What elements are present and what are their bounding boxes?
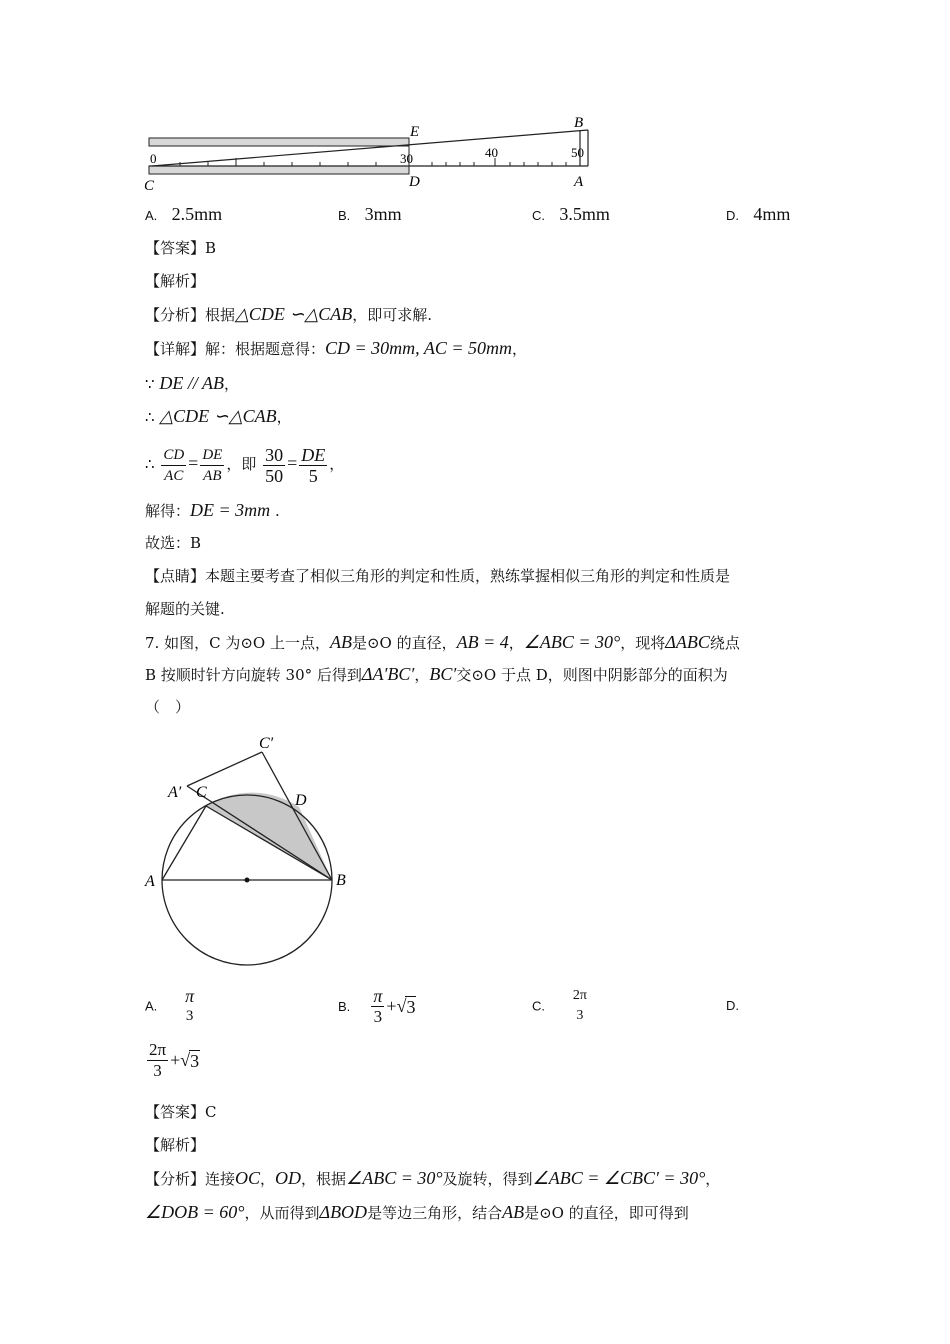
point-label-cprime: C′ bbox=[259, 735, 274, 752]
fraction-de-ab bbox=[200, 445, 224, 486]
q6-analysis bbox=[145, 302, 432, 327]
point-label-e: E bbox=[410, 124, 420, 140]
analysis-text: 是等边三角形，结合 bbox=[367, 1204, 503, 1222]
sqrt-radicand: 3 bbox=[190, 1050, 200, 1071]
analysis-text: ， bbox=[705, 1170, 721, 1188]
analysis-text: 及旋转，得到 bbox=[442, 1170, 533, 1188]
q6-choose: 故选：B bbox=[145, 534, 202, 552]
therefore2-tail: ， bbox=[329, 455, 345, 473]
q7-option-b[interactable]: B. $\frac{\pi}{3}$ +√3 bbox=[338, 986, 416, 1026]
q7-answer: 【答案】C bbox=[145, 1103, 217, 1121]
detail-math: CD = 30mm, AC = 50mm bbox=[325, 338, 512, 358]
analysis-math: △CDE ∽△CAB bbox=[235, 304, 353, 324]
because-symbol: ∵ bbox=[145, 375, 155, 393]
q7-analysis-1 bbox=[145, 1166, 720, 1191]
option-fraction bbox=[183, 986, 196, 1026]
q7-option-d-label[interactable] bbox=[726, 996, 739, 1014]
q7-stem-1 bbox=[145, 630, 740, 655]
line-cb bbox=[152, 130, 588, 166]
stem-text: ， bbox=[508, 634, 524, 652]
fraction-den: 3 bbox=[153, 1061, 162, 1080]
fraction-num: 2π bbox=[149, 1040, 167, 1059]
fraction-30-50 bbox=[263, 445, 285, 486]
therefore-math: △CDE ∽△CAB bbox=[159, 406, 277, 426]
stem-math: BC′ bbox=[429, 664, 457, 684]
option-fraction bbox=[147, 1040, 168, 1081]
stem-text: B 按顺时针方向旋转 30° 后得到 bbox=[145, 666, 362, 684]
point-label-b: B bbox=[336, 872, 346, 889]
point-label-d: D bbox=[409, 174, 420, 190]
fraction-de-5 bbox=[299, 445, 327, 486]
option-text: 2.5mm bbox=[171, 204, 223, 224]
segment-apcp bbox=[187, 752, 262, 786]
q7-option-c[interactable] bbox=[532, 986, 591, 1026]
tick-label-30: 30 bbox=[400, 151, 413, 166]
stem-math: AB bbox=[329, 632, 352, 652]
q6-comment-2: 解题的关键. bbox=[145, 600, 225, 618]
q7-analysis-2 bbox=[145, 1200, 689, 1225]
lower-ruler-bar bbox=[149, 166, 409, 174]
option-label: C. bbox=[532, 208, 545, 223]
segment-ac bbox=[162, 806, 206, 880]
point-label-d: D bbox=[295, 792, 307, 809]
fraction-num: 30 bbox=[265, 444, 284, 465]
fraction-den: 3 bbox=[576, 1008, 584, 1023]
analysis-text: ， bbox=[260, 1170, 276, 1188]
stem-text: 是⊙O 的直径， bbox=[351, 634, 457, 652]
analysis-math: ∠DOB = 60° bbox=[145, 1202, 245, 1222]
sqrt-radicand: 3 bbox=[406, 996, 416, 1017]
analysis-text: ，从而得到 bbox=[244, 1204, 320, 1222]
stem-math: ΔABC bbox=[665, 632, 710, 652]
fraction-den: 3 bbox=[185, 1008, 194, 1024]
upper-ruler-bar bbox=[149, 138, 409, 146]
analysis-text: ，根据 bbox=[301, 1170, 347, 1188]
solve-tail: . bbox=[274, 502, 280, 520]
analysis-text: 【分析】连接 bbox=[145, 1170, 236, 1188]
analysis-text: 是⊙O 的直径，即可得到 bbox=[524, 1204, 689, 1222]
tick-label-40: 40 bbox=[485, 145, 498, 160]
detail-tail: ， bbox=[512, 340, 528, 358]
therefore-symbol: ∴ bbox=[145, 408, 155, 426]
q7-option-a[interactable] bbox=[145, 986, 198, 1026]
ruler-figure bbox=[140, 110, 600, 195]
q6-jiexi: 【解析】 bbox=[145, 272, 206, 290]
stem-math: ΔA′BC′ bbox=[361, 664, 415, 684]
q7-stem-3: （ ） bbox=[145, 698, 191, 716]
stem-math: ∠ABC = 30° bbox=[523, 632, 621, 652]
point-label-a: A bbox=[574, 174, 584, 190]
analysis-head: 【分析】根据 bbox=[145, 306, 236, 324]
stem-text: 绕点 bbox=[709, 634, 740, 652]
q6-therefore-1 bbox=[145, 404, 292, 429]
q6-therefore-2: ∴ $\frac{CD}{AC}$ = $\frac{DE}{AB}$ ，即 $\frac{30}{50}$ = $\frac{DE}{5}$ ， bbox=[145, 444, 345, 486]
shaded-region bbox=[206, 793, 332, 880]
because-math: DE // AB bbox=[159, 373, 224, 393]
fraction-num: π bbox=[185, 986, 195, 1006]
analysis-math: ΔBOD bbox=[319, 1202, 368, 1222]
q6-solve bbox=[145, 498, 280, 523]
therefore-tail: ， bbox=[276, 408, 292, 426]
q6-detail bbox=[145, 336, 527, 361]
option-label: D. bbox=[726, 998, 739, 1013]
q6-comment-1: 【点睛】本题主要考查了相似三角形的判定和性质，熟练掌握相似三角形的判定和性质是 bbox=[145, 567, 731, 585]
q7-stem-2 bbox=[145, 662, 728, 687]
option-text: 3mm bbox=[364, 204, 402, 224]
point-label-c: C bbox=[196, 784, 207, 801]
analysis-math: AB bbox=[502, 1202, 525, 1222]
option-label: B. bbox=[338, 208, 351, 223]
q6-because bbox=[145, 371, 239, 396]
analysis-tail: ，即可求解. bbox=[352, 306, 433, 324]
q6-option-c[interactable] bbox=[532, 204, 610, 225]
analysis-math: OC bbox=[235, 1168, 261, 1188]
fraction-num: DE bbox=[301, 444, 326, 465]
option-label: B. bbox=[338, 999, 351, 1014]
fraction-num: π bbox=[373, 986, 383, 1006]
stem-text: ， bbox=[414, 666, 430, 684]
option-label: C. bbox=[532, 998, 545, 1014]
therefore-symbol: ∴ bbox=[145, 455, 155, 473]
option-text: 4mm bbox=[753, 204, 791, 224]
tick-label-0: 0 bbox=[150, 151, 157, 166]
point-label-c: C bbox=[144, 178, 155, 194]
fraction-den: 3 bbox=[373, 1007, 383, 1026]
option-fraction bbox=[371, 986, 384, 1027]
analysis-math: ∠ABC = 30° bbox=[346, 1168, 443, 1188]
q6-answer: 【答案】B bbox=[145, 239, 217, 257]
because-tail: ， bbox=[224, 375, 240, 393]
point-label-a: A bbox=[145, 873, 155, 890]
fraction-den: 50 bbox=[265, 465, 284, 486]
plus-sign: + bbox=[386, 996, 397, 1016]
point-label-aprime: A′ bbox=[168, 784, 182, 801]
q6-option-b[interactable] bbox=[338, 204, 402, 225]
fraction-den: AC bbox=[164, 467, 184, 484]
point-label-b: B bbox=[574, 115, 584, 131]
analysis-math: ∠ABC = ∠CBC′ = 30° bbox=[532, 1168, 706, 1188]
plus-sign: + bbox=[170, 1050, 181, 1070]
q7-option-d[interactable]: $\frac{2\pi}{3}$ +√3 bbox=[149, 1040, 200, 1080]
stem-math: AB = 4 bbox=[456, 632, 509, 652]
q6-option-d[interactable] bbox=[726, 204, 790, 225]
q6-option-a[interactable] bbox=[145, 204, 222, 225]
fraction-num: 2π bbox=[572, 988, 587, 1003]
option-label: A. bbox=[145, 208, 158, 223]
analysis-math: OD bbox=[275, 1168, 302, 1188]
therefore2-mid: ，即 bbox=[226, 455, 257, 473]
option-label: A. bbox=[145, 998, 158, 1014]
tick-label-50: 50 bbox=[571, 145, 584, 160]
option-label: D. bbox=[726, 208, 739, 223]
detail-head: 【详解】解：根据题意得： bbox=[145, 340, 326, 358]
option-text: 3.5mm bbox=[559, 204, 610, 224]
solve-math: DE = 3mm bbox=[190, 500, 271, 520]
option-fraction bbox=[571, 986, 589, 1026]
fraction-den: AB bbox=[203, 467, 222, 484]
stem-text: 7. 如图，C 为⊙O 上一点， bbox=[145, 634, 330, 652]
fraction-num: CD bbox=[161, 445, 186, 466]
circle-rotation-figure bbox=[140, 728, 370, 973]
center-o-dot bbox=[245, 878, 250, 883]
fraction-num: DE bbox=[200, 445, 224, 466]
q7-jiexi: 【解析】 bbox=[145, 1136, 206, 1154]
stem-text: 交⊙O 于点 D，则图中阴影部分的面积为 bbox=[456, 666, 728, 684]
solve-head: 解得： bbox=[145, 502, 191, 520]
fraction-cd-ac bbox=[161, 445, 186, 486]
stem-text: ，现将 bbox=[620, 634, 666, 652]
fraction-den: 5 bbox=[308, 465, 318, 486]
